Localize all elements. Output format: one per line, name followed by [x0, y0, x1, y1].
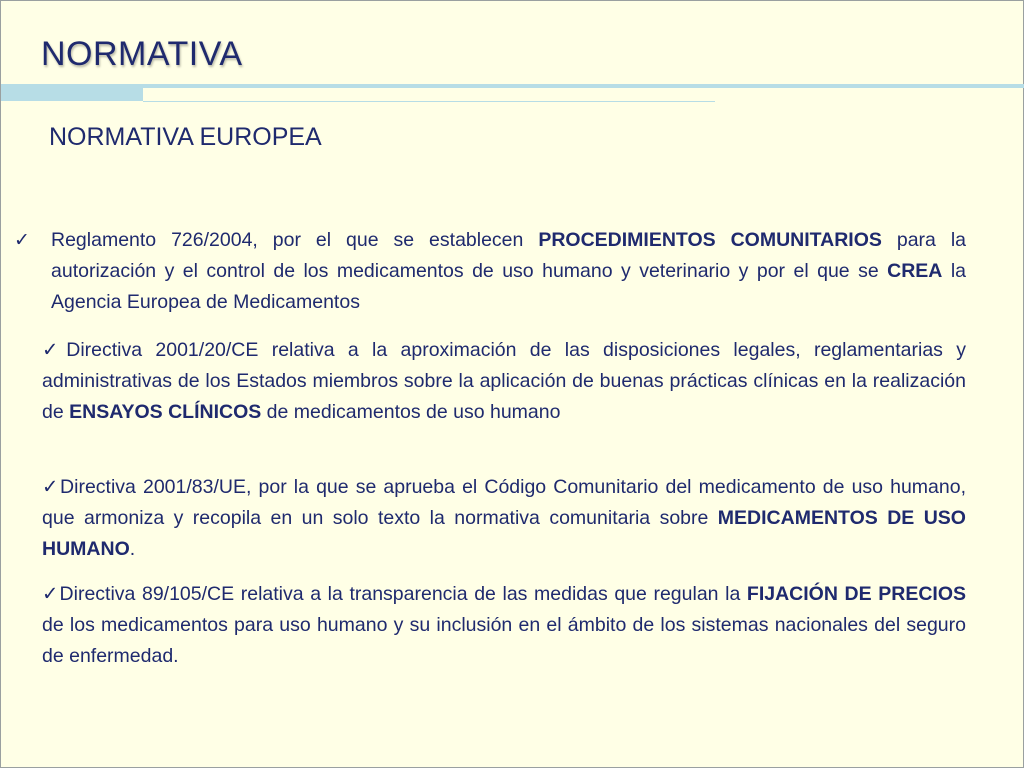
checkmark-icon: ✓ — [42, 582, 60, 605]
item-text: Directiva 89/105/CE relativa a la transparencia de las medidas que regulan la — [59, 583, 747, 605]
list-item-directiva-2001-20-ce — [42, 334, 966, 428]
item-text: . — [129, 538, 136, 560]
section-subtitle: NORMATIVA EUROPEA — [49, 123, 322, 151]
item-text: la Agencia Europea de Medicamentos — [51, 260, 966, 313]
list-item-directiva-2001-83-ue — [42, 471, 966, 565]
item-text: Reglamento 726/2004, por el que se establecen — [51, 229, 539, 251]
slide-title: NORMATIVA — [41, 35, 243, 73]
item-emphasis: PROCEDIMIENTOS COMUNITARIOS — [538, 229, 882, 251]
checkmark-icon: ✓ — [14, 229, 30, 251]
list-item-reglamento-726-2004 — [51, 225, 966, 318]
item-text: Directiva 2001/83/UE, por la que se aprueba el Código Comunitario del medicamento de uso humano, que armoniza y recopila en un solo texto la normativa comunitaria sobre — [42, 476, 966, 529]
item-text: de los medicamentos para uso humano y su inclusión en el ámbito de los sistemas nacionales del seguro de enfermedad. — [42, 614, 966, 667]
item-emphasis: CREA — [887, 260, 943, 282]
item-emphasis: FIJACIÓN DE PRECIOS — [746, 583, 966, 605]
item-text: para la autorización y el control de los medicamentos de uso humano y veterinario y por el que se — [51, 229, 967, 282]
checkmark-icon: ✓ — [42, 475, 61, 498]
item-text: Directiva 2001/20/CE relativa a la aproximación de las disposiciones legales, reglamentarias y administrativas de los Estados miembros sobre la aplicación de buenas prácticas clínicas en la realización de — [42, 339, 966, 423]
title-underline — [1, 84, 1024, 88]
item-emphasis: ENSAYOS CLÍNICOS — [69, 401, 262, 423]
title-thin-rule — [143, 101, 715, 102]
item-text: de medicamentos de uso humano — [261, 401, 561, 423]
title-accent-block — [1, 88, 143, 101]
item-emphasis: MEDICAMENTOS DE USO HUMANO — [42, 507, 966, 560]
list-item-directiva-89-105-ce — [42, 578, 966, 672]
checkmark-icon: ✓ — [42, 338, 67, 361]
